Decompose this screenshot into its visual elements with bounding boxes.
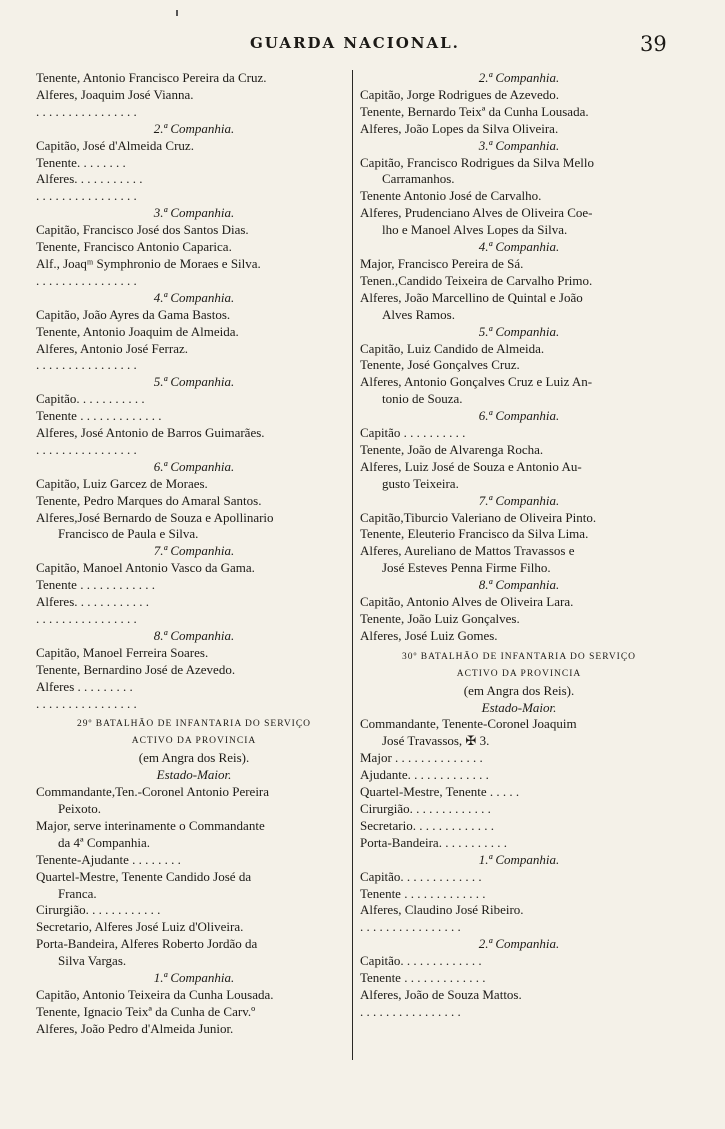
roster-line-cont: Silva Vargas. — [58, 953, 127, 969]
roster-line: Secretario. . . . . . . . . . . . . — [360, 817, 494, 833]
roster-line: Alferes . . . . . . . . . — [36, 678, 133, 694]
roster-line-cont: Franca. — [58, 885, 97, 901]
company-heading: 5.ª Companhia. — [478, 323, 560, 339]
company-heading: 2.ª Companhia. — [478, 70, 560, 85]
roster-line: Alferes, João Marcellino de Quintal e João — [360, 289, 583, 305]
roster-line: Tenente, Francisco Antonio Caparica. — [36, 239, 232, 255]
print-mark — [176, 10, 178, 16]
roster-line: Capitão, Antonio Teixeira da Cunha Lousada. — [36, 986, 274, 1002]
roster-line: Secretario, Alferes José Luiz d'Oliveira. — [36, 919, 244, 935]
roster-line: Alferes, Prudenciano Alves de Oliveira Coe- — [360, 205, 593, 221]
roster-line: Porta-Bandeira, Alferes Roberto Jordão da — [36, 936, 258, 952]
company-heading: 6.ª Companhia. — [153, 458, 235, 474]
right-column — [360, 70, 678, 1070]
roster-line: Cirurgião. . . . . . . . . . . . . — [360, 800, 491, 816]
roster-line: Capitão, Francisco Rodrigues da Silva Mello — [360, 154, 594, 170]
company-heading: 7.ª Companhia. — [478, 492, 560, 508]
roster-line: Tenente, José Gonçalves Cruz. — [360, 357, 520, 373]
roster-line: Capitão. . . . . . . . . . . . . — [360, 953, 482, 969]
roster-line: Tenente . . . . . . . . . . . . . — [360, 885, 486, 901]
roster-line: Tenente . . . . . . . . . . . . . — [36, 408, 162, 424]
roster-line: Capitão, Luiz Candido de Almeida. — [360, 340, 545, 356]
roster-line: Commandante,Ten.-Coronel Antonio Pereira — [36, 784, 270, 800]
company-heading: 1.ª Companhia. — [153, 970, 235, 986]
roster-line-cont: José Esteves Penna Firme Filho. — [382, 560, 551, 576]
company-heading: 1.ª Companhia. — [478, 851, 560, 867]
battalion-heading-cont: ACTIVO DA PROVINCIA — [456, 668, 582, 679]
roster-line: Quartel-Mestre, Tenente Candido José da — [36, 868, 252, 884]
roster-line: Capitão,Tiburcio Valeriano de Oliveira Pinto. — [360, 509, 597, 525]
company-heading: 2.ª Companhia. — [478, 936, 560, 952]
roster-line: Capitão, Manoel Antonio Vasco da Gama. — [36, 560, 255, 576]
company-heading: 8.ª Companhia. — [478, 577, 560, 593]
roster-line: Alf., Joaqᵐ Symphronio de Moraes e Silva. — [36, 255, 261, 271]
company-heading: 8.ª Companhia. — [153, 627, 235, 643]
roster-line: Major . . . . . . . . . . . . . . — [360, 750, 483, 766]
company-heading: 6.ª Companhia. — [478, 408, 560, 424]
roster-line: Capitão, Francisco José dos Santos Dias. — [36, 222, 249, 238]
page-number: 39 — [640, 32, 667, 56]
roster-line: Alferes, João Pedro d'Almeida Junior. — [36, 1020, 234, 1036]
roster-line: Alferes, José Luiz Gomes. — [360, 627, 498, 643]
roster-line: Major, Francisco Pereira de Sá. — [360, 255, 524, 271]
company-heading: 5.ª Companhia. — [153, 374, 235, 390]
dot-leader: . . . . . . . . . . . . . . . . — [360, 919, 461, 935]
dot-leader: . . . . . . . . . . . . . . . . — [36, 188, 137, 204]
roster-line: Tenente-Ajudante . . . . . . . . — [36, 851, 181, 867]
roster-line: Tenente, Bernardo Teixª da Cunha Lousada. — [360, 103, 589, 119]
dot-leader: . . . . . . . . . . . . . . . . — [36, 441, 137, 457]
roster-line: Tenente Antonio José de Carvalho. — [360, 188, 542, 204]
dot-leader: . . . . . . . . . . . . . . . . — [36, 103, 137, 119]
roster-line: Capitão, Antonio Alves de Oliveira Lara. — [360, 594, 574, 610]
dot-leader: . . . . . . . . . . . . . . . . — [36, 695, 137, 711]
roster-line: Cirurgião. . . . . . . . . . . . — [36, 902, 161, 918]
roster-line: Capitão. . . . . . . . . . . — [36, 391, 145, 407]
roster-line: Capitão, João Ayres da Gama Bastos. — [36, 306, 231, 322]
roster-line: Tenen.,Candido Teixeira de Carvalho Primo. — [360, 272, 593, 288]
dot-leader: . . . . . . . . . . . . . . . . — [36, 272, 137, 288]
roster-line: Alferes, Luiz José de Souza e Antonio Au- — [360, 458, 582, 474]
roster-line-cont: José Travassos, ✠ 3. — [382, 733, 490, 749]
roster-line: Tenente, Eleuterio Francisco da Silva Lima. — [360, 526, 589, 542]
roster-line: Tenente. . . . . . . . — [36, 154, 126, 170]
roster-line: Capitão. . . . . . . . . . . . . — [360, 868, 482, 884]
left-column — [36, 70, 352, 1070]
roster-line: Alferes, José Antonio de Barros Guimarães. — [36, 425, 265, 441]
battalion-heading: 30º BATALHÃO DE INFANTARIA DO SERVIÇO — [401, 651, 637, 662]
roster-line: Alferes,José Bernardo de Souza e Apollinario — [36, 509, 274, 525]
dot-leader: . . . . . . . . . . . . . . . . — [360, 1003, 461, 1019]
roster-line-cont: tonio de Souza. — [382, 391, 463, 407]
roster-line: Ajudante. . . . . . . . . . . . . — [360, 767, 489, 783]
battalion-heading: 29º BATALHÃO DE INFANTARIA DO SERVIÇO — [76, 719, 312, 730]
roster-line: Capitão, Manoel Ferreira Soares. — [36, 644, 209, 660]
roster-line: Tenente, Pedro Marques do Amaral Santos. — [36, 492, 262, 508]
company-heading: 4.ª Companhia. — [153, 289, 235, 305]
staff-heading: Estado-Maior. — [481, 699, 557, 715]
dot-leader: . . . . . . . . . . . . . . . . — [36, 357, 137, 373]
dot-leader: . . . . . . . . . . . . . . . . — [36, 611, 137, 626]
roster-line: Alferes. . . . . . . . . . . — [36, 171, 143, 187]
roster-line: Tenente . . . . . . . . . . . . . — [360, 970, 486, 986]
battalion-location: (em Angra dos Reis). — [463, 682, 575, 698]
page-header — [0, 32, 725, 62]
roster-line-cont: da 4ª Companhia. — [58, 834, 151, 850]
battalion-heading-cont: ACTIVO DA PROVINCIA — [131, 736, 257, 747]
company-heading: 3.ª Companhia. — [153, 205, 235, 221]
roster-line: Tenente . . . . . . . . . . . . — [36, 577, 155, 593]
roster-line: Capitão, Luiz Garcez de Moraes. — [36, 475, 208, 491]
roster-line-cont: Peixoto. — [58, 800, 101, 816]
roster-line-cont: Carramanhos. — [382, 171, 455, 187]
roster-line: Alferes. . . . . . . . . . . . — [36, 594, 150, 610]
roster-line: Alferes, Claudino José Ribeiro. — [360, 902, 524, 918]
running-title: GUARDA NACIONAL. — [250, 34, 460, 52]
staff-heading: Estado-Maior. — [156, 767, 232, 783]
company-heading: 2.ª Companhia. — [153, 120, 235, 136]
roster-line: Tenente, Bernardino José de Azevedo. — [36, 661, 236, 677]
roster-line: Alferes, João Lopes da Silva Oliveira. — [360, 120, 559, 136]
roster-line: Capitão, Jorge Rodrigues de Azevedo. — [360, 86, 560, 102]
company-heading: 7.ª Companhia. — [153, 543, 235, 559]
roster-line-cont: gusto Teixeira. — [382, 475, 459, 491]
roster-line: Tenente, Antonio Joaquim de Almeida. — [36, 323, 239, 339]
battalion-location: (em Angra dos Reis). — [138, 750, 250, 766]
roster-line: Tenente, Antonio Francisco Pereira da Cruz. — [36, 70, 267, 85]
roster-line: Capitão . . . . . . . . . . — [360, 425, 466, 441]
roster-line: Alferes, Aureliano de Mattos Travassos e — [360, 543, 575, 559]
company-heading: 3.ª Companhia. — [478, 137, 560, 153]
company-heading: 4.ª Companhia. — [478, 239, 560, 255]
roster-line: Major, serve interinamente o Commandante — [36, 817, 265, 833]
roster-line: Tenente, João Luiz Gonçalves. — [360, 611, 520, 626]
roster-line-cont: Alves Ramos. — [382, 306, 455, 322]
roster-line: Tenente, João de Alvarenga Rocha. — [360, 441, 544, 457]
roster-line: Alferes, João de Souza Mattos. — [360, 986, 522, 1002]
roster-line: Quartel-Mestre, Tenente . . . . . — [360, 784, 520, 800]
roster-line-cont: lho e Manoel Alves Lopes da Silva. — [382, 222, 568, 238]
roster-line: Alferes, Antonio José Ferraz. — [36, 340, 188, 356]
roster-line: Commandante, Tenente-Coronel Joaquim — [360, 716, 577, 732]
roster-line-cont: Francisco de Paula e Silva. — [58, 526, 199, 542]
roster-line: Capitão, José d'Almeida Cruz. — [36, 137, 194, 153]
column-divider — [352, 70, 353, 1060]
roster-line: Alferes, Antonio Gonçalves Cruz e Luiz An- — [360, 374, 593, 390]
roster-line: Tenente, Ignacio Teixª da Cunha de Carv.º — [36, 1003, 256, 1019]
roster-line: Porta-Bandeira. . . . . . . . . . . — [360, 834, 507, 850]
roster-line: Alferes, Joaquim José Vianna. — [36, 86, 194, 102]
